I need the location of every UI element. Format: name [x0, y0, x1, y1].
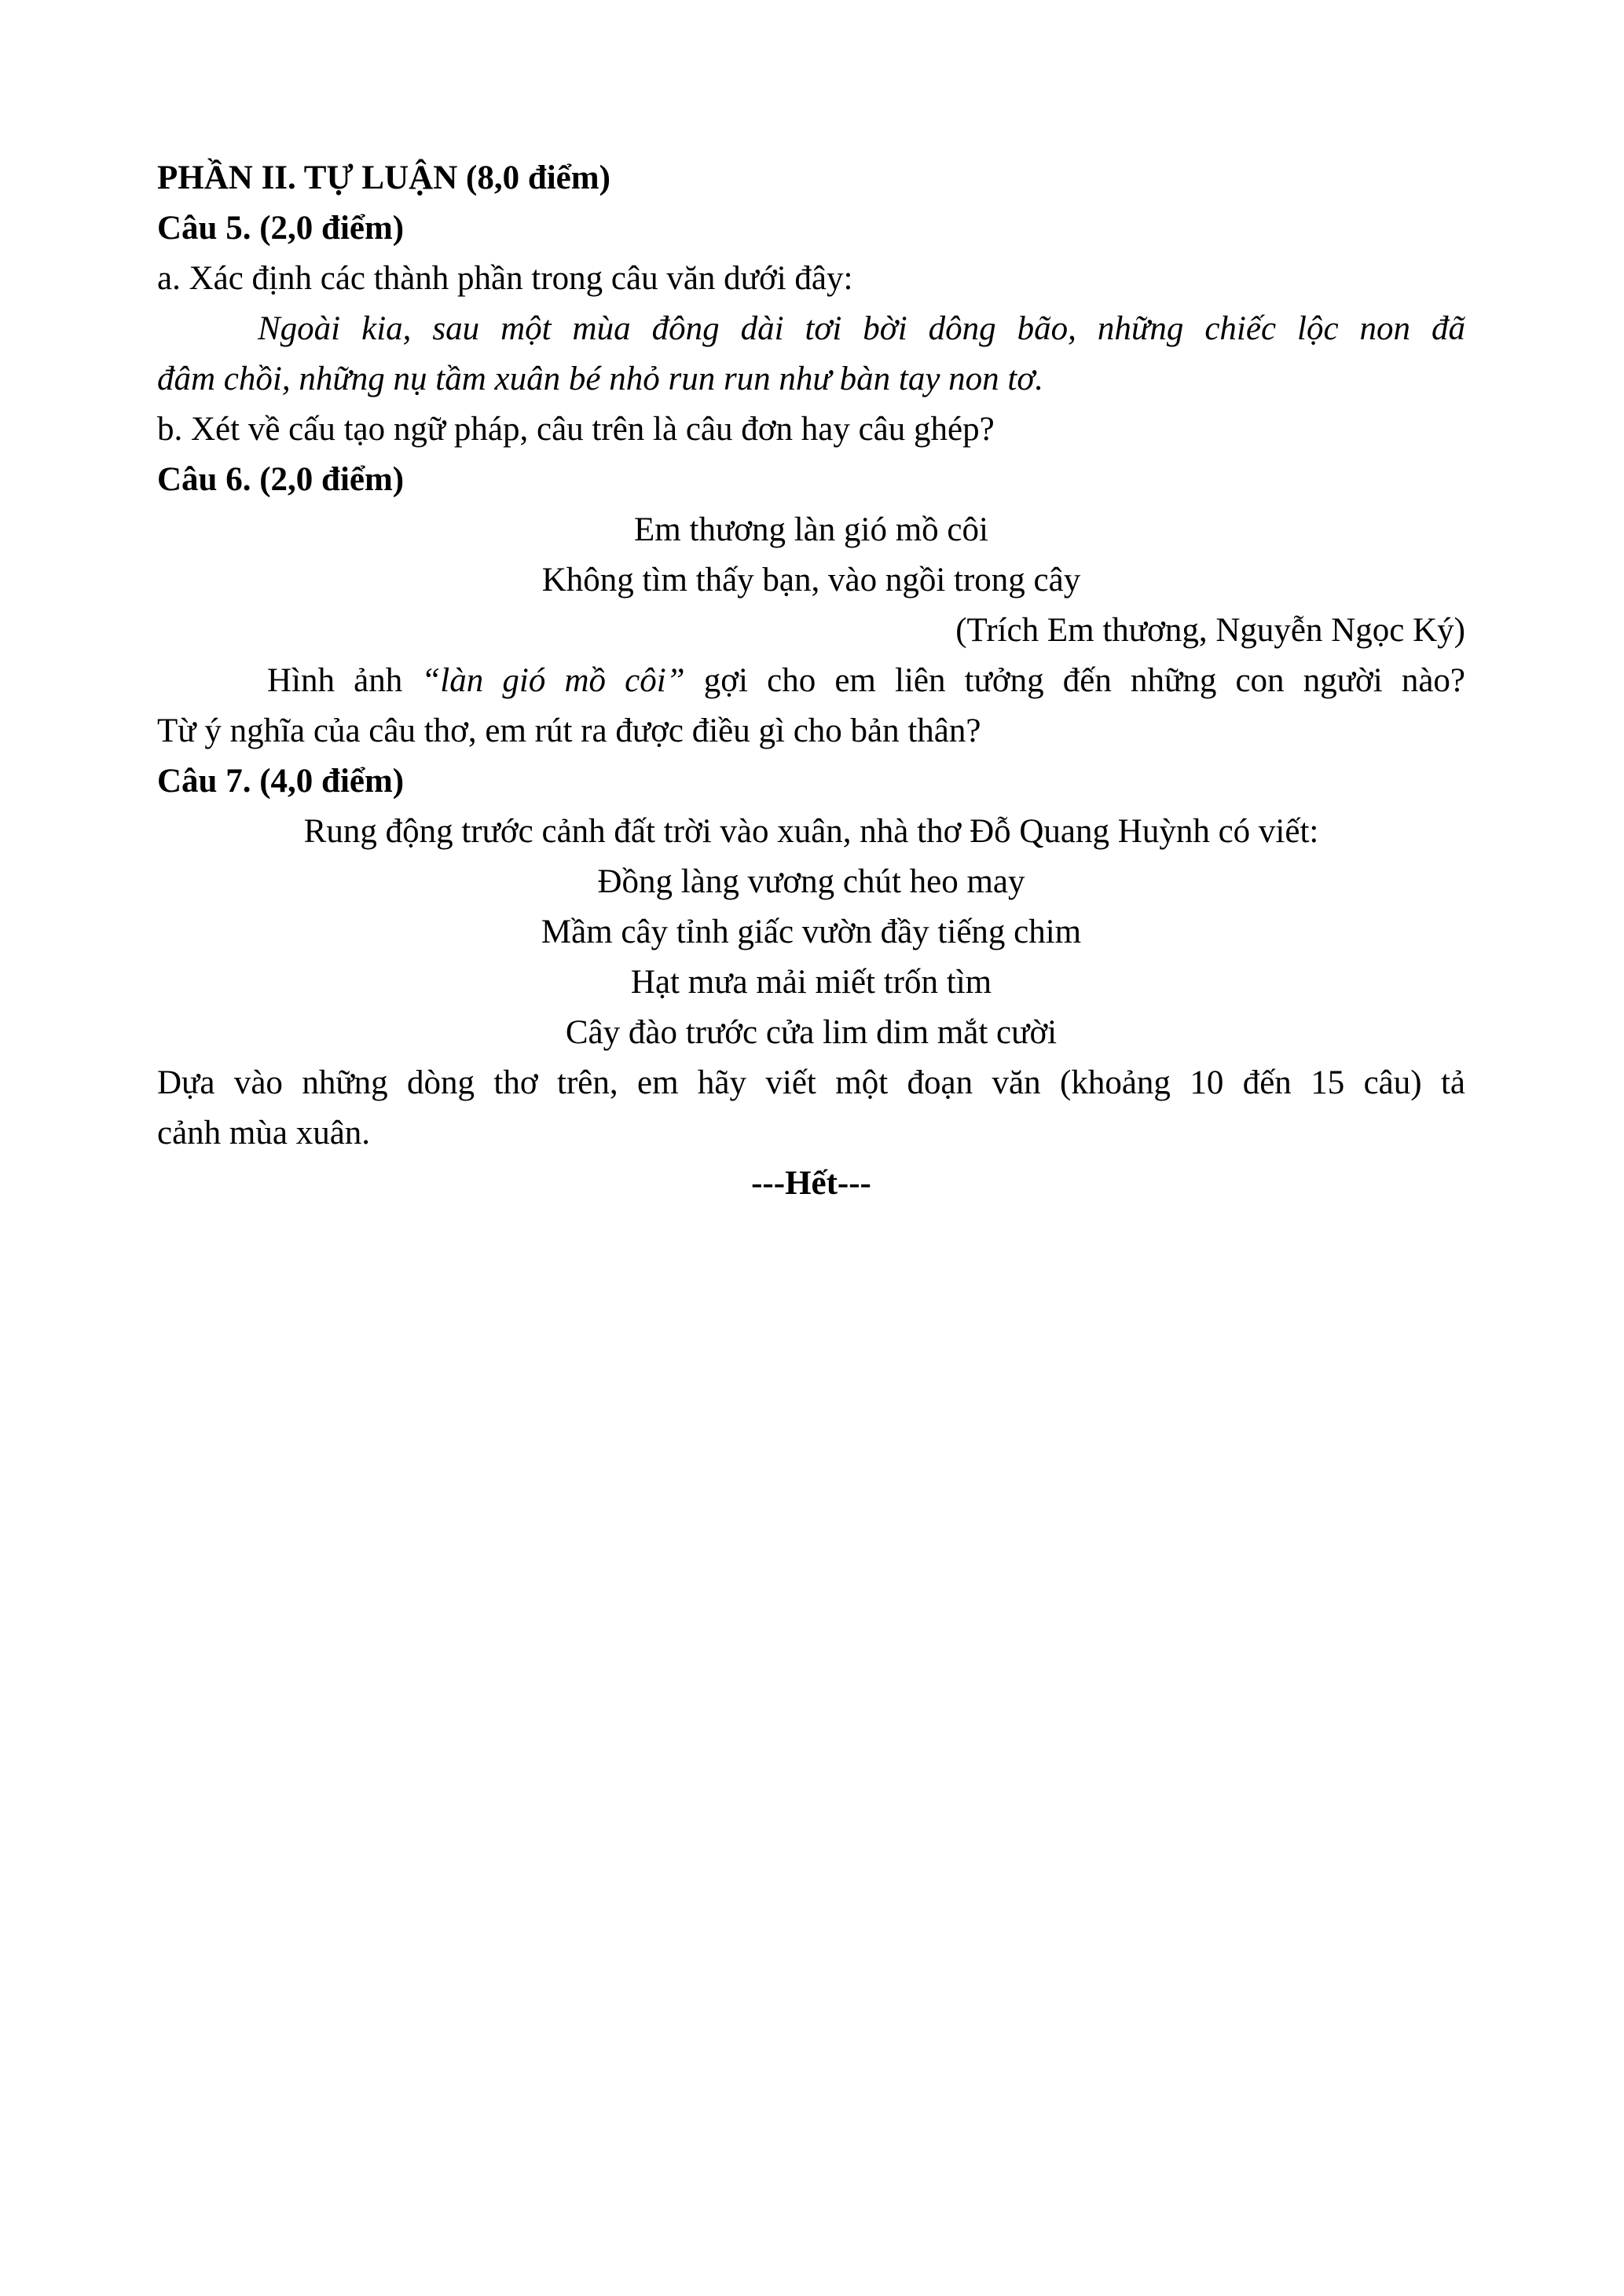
exam-page: [157, 153, 1465, 1209]
question-7-task-line-1: Dựa vào những dòng thơ trên, em hãy viết một đoạn văn (khoảng 10 đến 15 câu) tả: [157, 1064, 1465, 1101]
question-5-quote-line-2: đâm chồi, những nụ tầm xuân bé nhỏ run run như bàn tay non tơ.: [157, 361, 1044, 397]
question-7-poem-line-3: Hạt mưa mải miết trốn tìm: [630, 964, 992, 1001]
question-6-prompt-end: gợi cho em liên tưởng đến những con người nào?: [684, 662, 1466, 699]
question-7-heading: Câu 7. (4,0 điểm): [157, 763, 405, 800]
question-5-quote-line-1: Ngoài kia, sau một mùa đông dài tơi bời dông bão, những chiếc lộc non đã: [258, 310, 1465, 347]
end-marker: ---Hết---: [751, 1165, 871, 1202]
question-5-heading: Câu 5. (2,0 điểm): [157, 210, 405, 247]
question-7-poem-line-2: Mầm cây tỉnh giấc vườn đầy tiếng chim: [541, 914, 1082, 950]
question-7-task-line-2: cảnh mùa xuân.: [157, 1115, 371, 1152]
question-6-prompt-start: Hình ảnh: [267, 662, 422, 699]
question-6-poem-line-1: Em thương làn gió mồ côi: [634, 511, 988, 548]
question-5b-text: b. Xét về cấu tạo ngữ pháp, câu trên là câu đơn hay câu ghép?: [157, 411, 995, 448]
question-7-poem-line-1: Đồng làng vương chút heo may: [597, 863, 1025, 900]
question-5a-text: a. Xác định các thành phần trong câu văn dưới đây:: [157, 260, 853, 297]
question-6-poem-line-2: Không tìm thấy bạn, vào ngồi trong cây: [541, 562, 1081, 599]
question-6-poem-source: (Trích Em thương, Nguyễn Ngọc Ký): [955, 612, 1465, 649]
section-title: PHẦN II. TỰ LUẬN (8,0 điểm): [157, 159, 610, 196]
question-6-prompt-quote: “làn gió mồ côi”: [421, 662, 685, 699]
question-6-prompt-line-2: Từ ý nghĩa của câu thơ, em rút ra được điều gì cho bản thân?: [157, 712, 981, 749]
question-7-poem-line-4: Cây đào trước cửa lim dim mắt cười: [565, 1014, 1058, 1051]
question-6-prompt-line-1: [157, 656, 1465, 706]
question-7-intro: Rung động trước cảnh đất trời vào xuân, nhà thơ Đỗ Quang Huỳnh có viết:: [303, 813, 1319, 850]
question-6-heading: Câu 6. (2,0 điểm): [157, 461, 405, 498]
